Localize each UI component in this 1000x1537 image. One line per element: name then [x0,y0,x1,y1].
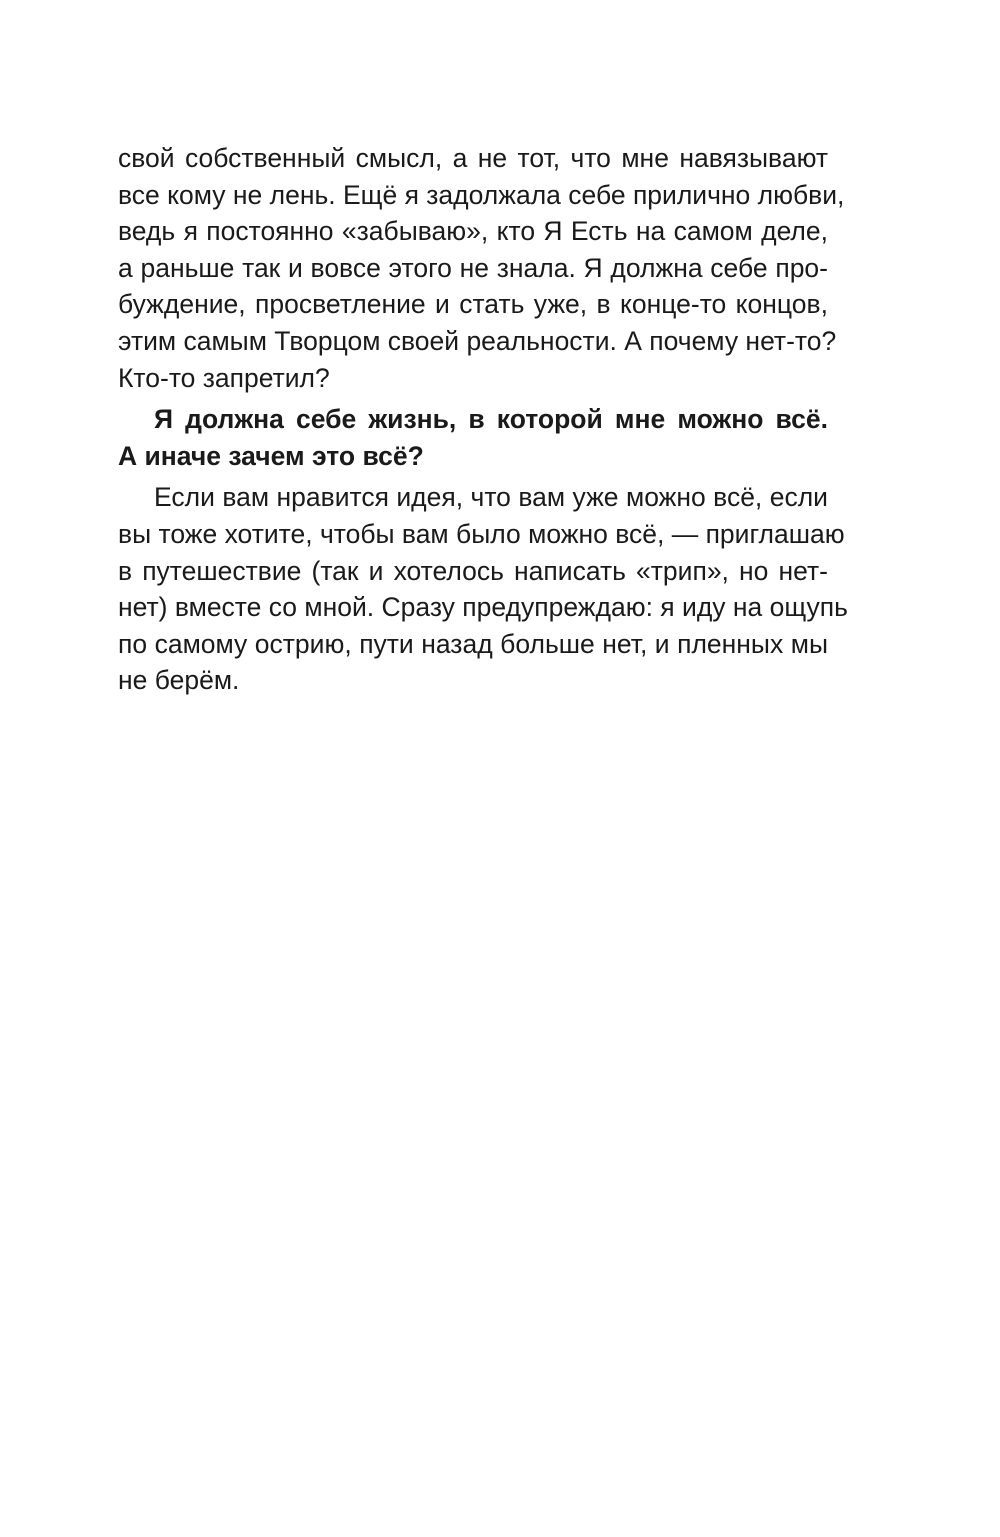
text-line: нет) вместе со мной. Сразу предупреждаю: я иду на ощупь [118,592,848,623]
text-line: А иначе зачем это всё? [118,440,424,471]
text-line: Я должна себе жизнь, в которой мне можно всё. [154,404,828,435]
text-line: в путешествие (так и хотелось написать «трип», но нет- [118,555,828,586]
paragraph-1 [118,140,845,396]
page-text [118,140,848,699]
text-line: Кто-то запретил? [118,362,330,393]
text-line: буждение, просветление и стать уже, в конце-то концов, [118,289,828,320]
text-line: ведь я постоянно «забываю», кто Я Есть на самом деле, [118,216,828,247]
text-line: все кому не лень. Ещё я задолжала себе прилично любви, [118,179,845,210]
text-line: свой собственный смысл, а не тот, что мне навязывают [118,143,828,173]
text-line: Если вам нравится идея, что вам уже можно всё, если [154,482,828,513]
text-line: по самому острию, пути назад больше нет, и пленных мы [118,628,828,659]
text-line: а раньше так и вовсе этого не знала. Я должна себе про- [118,252,828,283]
text-line: не берём. [118,665,240,696]
paragraph-3 [118,479,848,699]
text-line: этим самым Творцом своей реальности. А почему нет-то? [118,325,837,356]
paragraph-2-emphasis [118,401,828,474]
text-line: вы тоже хотите, чтобы вам было можно всё, — приглашаю [118,518,845,549]
